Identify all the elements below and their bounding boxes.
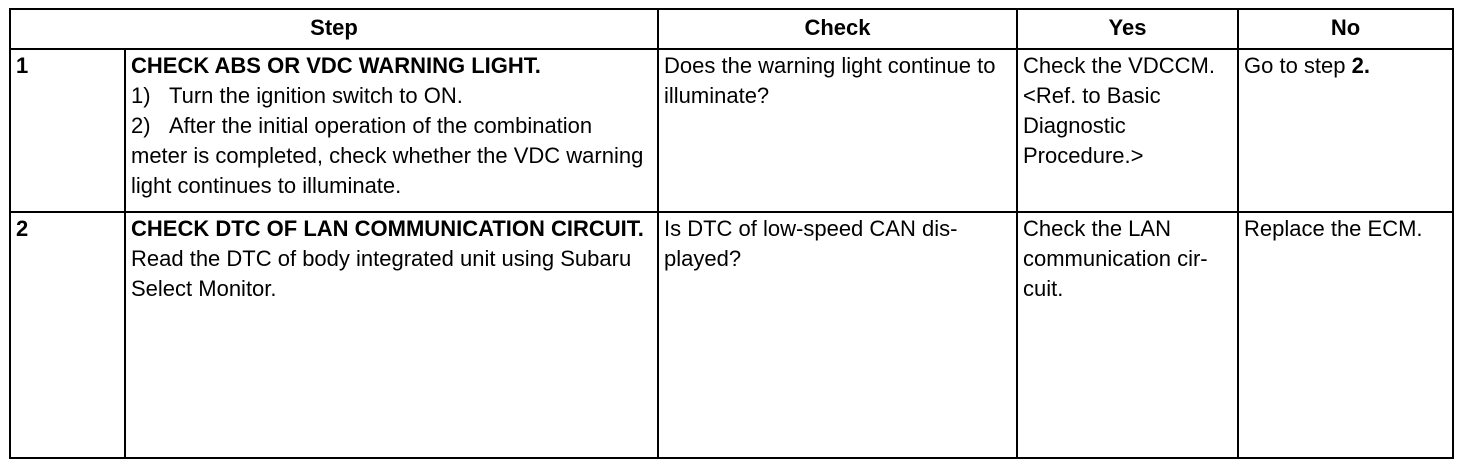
no-cell: [1238, 49, 1453, 212]
step-description: [125, 212, 658, 458]
yes-cell: Check the VDCCM. <Ref. to Basic Diagnostic Procedure.>: [1017, 49, 1238, 212]
substep-number: 1): [131, 83, 151, 108]
header-no: No: [1238, 9, 1453, 49]
check-cell: Does the warning light continue to illuminate?: [658, 49, 1017, 212]
substep: [131, 81, 652, 111]
substep-text: After the initial operation of the combination: [169, 113, 593, 138]
no-text: Go to step: [1244, 53, 1352, 78]
step-number: 1: [10, 49, 125, 212]
substep-text: Turn the ignition switch to ON.: [169, 83, 463, 108]
step-title: CHECK ABS OR VDC WARNING LIGHT.: [131, 53, 541, 78]
table-row: [10, 49, 1453, 212]
step-reference: 2.: [1351, 53, 1370, 78]
diagnostic-table: [9, 8, 1454, 459]
substep-number: 2): [131, 113, 151, 138]
step-body: Read the DTC of body integrated unit using Subaru Select Monitor.: [131, 246, 632, 301]
step-description: [125, 49, 658, 212]
header-step: Step: [10, 9, 658, 49]
header-check: Check: [658, 9, 1017, 49]
step-title: CHECK DTC OF LAN COMMUNICATION CIRCUIT.: [131, 216, 644, 241]
header-yes: Yes: [1017, 9, 1238, 49]
header-row: [10, 9, 1453, 49]
substep-text-continued: meter is completed, check whether the VDC warning light continues to illuminate.: [131, 143, 644, 198]
check-cell: Is DTC of low-speed CAN dis-played?: [658, 212, 1017, 458]
yes-cell: Check the LAN communication cir-cuit.: [1017, 212, 1238, 458]
no-cell: Replace the ECM.: [1238, 212, 1453, 458]
table-row: [10, 212, 1453, 458]
step-number: 2: [10, 212, 125, 458]
substep: [131, 111, 652, 201]
